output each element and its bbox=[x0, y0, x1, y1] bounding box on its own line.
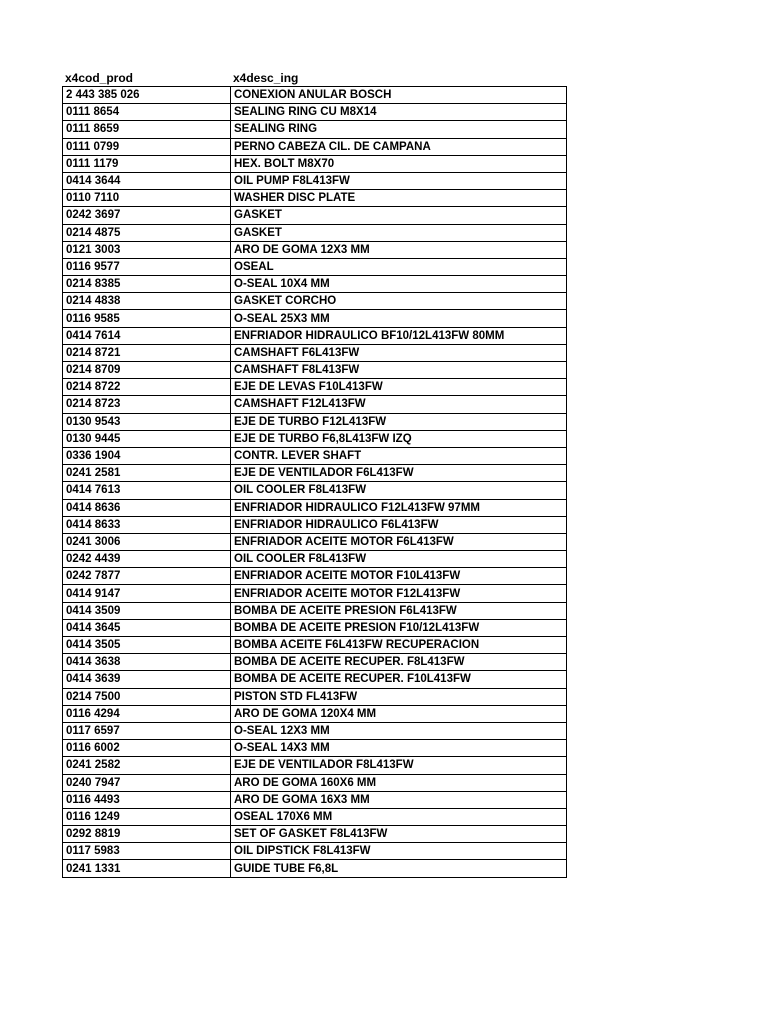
cell-product-code[interactable]: 2 443 385 026 bbox=[63, 87, 231, 104]
cell-description[interactable]: ENFRIADOR ACEITE MOTOR F6L413FW bbox=[231, 533, 567, 550]
cell-product-code[interactable]: 0414 9147 bbox=[63, 585, 231, 602]
table-row bbox=[63, 396, 567, 413]
table-row bbox=[63, 568, 567, 585]
table-body bbox=[63, 87, 567, 878]
cell-product-code[interactable]: 0292 8819 bbox=[63, 826, 231, 843]
table-row bbox=[63, 585, 567, 602]
cell-product-code[interactable]: 0241 2582 bbox=[63, 757, 231, 774]
cell-product-code[interactable]: 0242 4439 bbox=[63, 551, 231, 568]
table-row bbox=[63, 379, 567, 396]
cell-product-code[interactable]: 0116 6002 bbox=[63, 740, 231, 757]
table-row bbox=[63, 327, 567, 344]
cell-product-code[interactable]: 0214 8709 bbox=[63, 362, 231, 379]
cell-description[interactable]: O-SEAL 12X3 MM bbox=[231, 722, 567, 739]
table-row bbox=[63, 757, 567, 774]
cell-product-code[interactable]: 0117 5983 bbox=[63, 843, 231, 860]
cell-product-code[interactable]: 0117 6597 bbox=[63, 722, 231, 739]
cell-product-code[interactable]: 0414 3639 bbox=[63, 671, 231, 688]
table-row bbox=[63, 465, 567, 482]
cell-description[interactable]: EJE DE VENTILADOR F8L413FW bbox=[231, 757, 567, 774]
cell-description[interactable]: CAMSHAFT F12L413FW bbox=[231, 396, 567, 413]
cell-description[interactable]: BOMBA DE ACEITE RECUPER. F10L413FW bbox=[231, 671, 567, 688]
table-row bbox=[63, 551, 567, 568]
table-row bbox=[63, 826, 567, 843]
table-row bbox=[63, 791, 567, 808]
cell-description[interactable]: WASHER DISC PLATE bbox=[231, 190, 567, 207]
table-row bbox=[63, 722, 567, 739]
table-row bbox=[63, 482, 567, 499]
cell-description[interactable]: OIL COOLER F8L413FW bbox=[231, 551, 567, 568]
cell-description[interactable]: CAMSHAFT F6L413FW bbox=[231, 344, 567, 361]
cell-product-code[interactable]: 0414 3644 bbox=[63, 172, 231, 189]
cell-description[interactable]: ARO DE GOMA 120X4 MM bbox=[231, 705, 567, 722]
cell-description[interactable]: O-SEAL 25X3 MM bbox=[231, 310, 567, 327]
cell-product-code[interactable]: 0241 3006 bbox=[63, 533, 231, 550]
cell-description[interactable]: OIL COOLER F8L413FW bbox=[231, 482, 567, 499]
cell-description[interactable]: O-SEAL 14X3 MM bbox=[231, 740, 567, 757]
cell-product-code[interactable]: 0116 4493 bbox=[63, 791, 231, 808]
cell-product-code[interactable]: 0111 0799 bbox=[63, 138, 231, 155]
cell-product-code[interactable]: 0214 8722 bbox=[63, 379, 231, 396]
table-row bbox=[63, 860, 567, 877]
cell-product-code[interactable]: 0242 7877 bbox=[63, 568, 231, 585]
cell-description[interactable]: CAMSHAFT F8L413FW bbox=[231, 362, 567, 379]
table-row bbox=[63, 516, 567, 533]
cell-description[interactable]: GASKET bbox=[231, 224, 567, 241]
table-row bbox=[63, 688, 567, 705]
table-row bbox=[63, 172, 567, 189]
cell-description[interactable]: SEALING RING CU M8X14 bbox=[231, 104, 567, 121]
cell-description[interactable]: ARO DE GOMA 160X6 MM bbox=[231, 774, 567, 791]
cell-description[interactable]: CONEXION ANULAR BOSCH bbox=[231, 87, 567, 104]
cell-product-code[interactable]: 0414 3638 bbox=[63, 654, 231, 671]
table-row bbox=[63, 241, 567, 258]
cell-product-code[interactable]: 0414 8633 bbox=[63, 516, 231, 533]
cell-product-code[interactable]: 0111 8659 bbox=[63, 121, 231, 138]
cell-product-code[interactable]: 0336 1904 bbox=[63, 447, 231, 464]
cell-product-code[interactable]: 0414 7614 bbox=[63, 327, 231, 344]
cell-description[interactable]: OSEAL bbox=[231, 258, 567, 275]
cell-description[interactable]: OSEAL 170X6 MM bbox=[231, 808, 567, 825]
table-row bbox=[63, 619, 567, 636]
cell-description[interactable]: BOMBA DE ACEITE PRESION F10/12L413FW bbox=[231, 619, 567, 636]
cell-description[interactable]: BOMBA ACEITE F6L413FW RECUPERACION bbox=[231, 637, 567, 654]
table-row bbox=[63, 344, 567, 361]
table-row bbox=[63, 740, 567, 757]
cell-description[interactable]: BOMBA DE ACEITE RECUPER. F8L413FW bbox=[231, 654, 567, 671]
cell-description[interactable]: PISTON STD FL413FW bbox=[231, 688, 567, 705]
table-row bbox=[63, 843, 567, 860]
cell-product-code[interactable]: 0414 7613 bbox=[63, 482, 231, 499]
cell-product-code[interactable]: 0130 9543 bbox=[63, 413, 231, 430]
table-row bbox=[63, 602, 567, 619]
cell-description[interactable]: GASKET CORCHO bbox=[231, 293, 567, 310]
cell-description[interactable]: GUIDE TUBE F6,8L bbox=[231, 860, 567, 877]
cell-product-code[interactable]: 0110 7110 bbox=[63, 190, 231, 207]
cell-product-code[interactable]: 0414 3645 bbox=[63, 619, 231, 636]
cell-product-code[interactable]: 0414 3509 bbox=[63, 602, 231, 619]
table-row bbox=[63, 447, 567, 464]
cell-product-code[interactable]: 0240 7947 bbox=[63, 774, 231, 791]
cell-product-code[interactable]: 0111 1179 bbox=[63, 155, 231, 172]
cell-description[interactable]: EJE DE LEVAS F10L413FW bbox=[231, 379, 567, 396]
parts-table bbox=[62, 86, 567, 878]
table-row bbox=[63, 774, 567, 791]
cell-description[interactable]: EJE DE TURBO F6,8L413FW IZQ bbox=[231, 430, 567, 447]
cell-product-code[interactable]: 0214 4838 bbox=[63, 293, 231, 310]
cell-product-code[interactable]: 0242 3697 bbox=[63, 207, 231, 224]
cell-product-code[interactable]: 0111 8654 bbox=[63, 104, 231, 121]
table-row bbox=[63, 87, 567, 104]
table-row bbox=[63, 705, 567, 722]
table-row bbox=[63, 138, 567, 155]
table-row bbox=[63, 413, 567, 430]
cell-description[interactable]: BOMBA DE ACEITE PRESION F6L413FW bbox=[231, 602, 567, 619]
spreadsheet bbox=[62, 68, 566, 878]
cell-description[interactable]: ENFRIADOR ACEITE MOTOR F10L413FW bbox=[231, 568, 567, 585]
cell-description[interactable]: EJE DE VENTILADOR F6L413FW bbox=[231, 465, 567, 482]
cell-product-code[interactable]: 0116 9577 bbox=[63, 258, 231, 275]
table-row bbox=[63, 430, 567, 447]
table-row bbox=[63, 671, 567, 688]
cell-product-code[interactable]: 0414 3505 bbox=[63, 637, 231, 654]
cell-product-code[interactable]: 0116 4294 bbox=[63, 705, 231, 722]
table-row bbox=[63, 808, 567, 825]
table-row bbox=[63, 533, 567, 550]
table-row bbox=[63, 310, 567, 327]
cell-product-code[interactable]: 0241 1331 bbox=[63, 860, 231, 877]
table-row bbox=[63, 258, 567, 275]
table-row bbox=[63, 637, 567, 654]
cell-product-code[interactable]: 0414 8636 bbox=[63, 499, 231, 516]
table-row bbox=[63, 224, 567, 241]
cell-description[interactable]: HEX. BOLT M8X70 bbox=[231, 155, 567, 172]
cell-description[interactable]: ENFRIADOR ACEITE MOTOR F12L413FW bbox=[231, 585, 567, 602]
cell-description[interactable]: CONTR. LEVER SHAFT bbox=[231, 447, 567, 464]
cell-product-code[interactable]: 0116 9585 bbox=[63, 310, 231, 327]
table-row bbox=[63, 121, 567, 138]
cell-description[interactable]: ENFRIADOR HIDRAULICO BF10/12L413FW 80MM bbox=[231, 327, 567, 344]
cell-product-code[interactable]: 0214 4875 bbox=[63, 224, 231, 241]
table-row bbox=[63, 104, 567, 121]
cell-description[interactable]: ENFRIADOR HIDRAULICO F6L413FW bbox=[231, 516, 567, 533]
table-row bbox=[63, 276, 567, 293]
table-row bbox=[63, 207, 567, 224]
table-row bbox=[63, 654, 567, 671]
cell-product-code[interactable]: 0130 9445 bbox=[63, 430, 231, 447]
cell-product-code[interactable]: 0214 8385 bbox=[63, 276, 231, 293]
cell-description[interactable]: SET OF GASKET F8L413FW bbox=[231, 826, 567, 843]
cell-description[interactable]: OIL DIPSTICK F8L413FW bbox=[231, 843, 567, 860]
cell-product-code[interactable]: 0241 2581 bbox=[63, 465, 231, 482]
cell-description[interactable]: SEALING RING bbox=[231, 121, 567, 138]
cell-description[interactable]: PERNO CABEZA CIL. DE CAMPANA bbox=[231, 138, 567, 155]
column-header-code: x4cod_prod bbox=[65, 71, 134, 85]
table-row bbox=[63, 190, 567, 207]
cell-product-code[interactable]: 0116 1249 bbox=[63, 808, 231, 825]
cell-description[interactable]: OIL PUMP F8L413FW bbox=[231, 172, 567, 189]
cell-description[interactable]: ENFRIADOR HIDRAULICO F12L413FW 97MM bbox=[231, 499, 567, 516]
cell-description[interactable]: ARO DE GOMA 12X3 MM bbox=[231, 241, 567, 258]
table-row bbox=[63, 293, 567, 310]
cell-product-code[interactable]: 0214 7500 bbox=[63, 688, 231, 705]
cell-description[interactable]: ARO DE GOMA 16X3 MM bbox=[231, 791, 567, 808]
cell-product-code[interactable]: 0214 8721 bbox=[63, 344, 231, 361]
table-row bbox=[63, 499, 567, 516]
table-row bbox=[63, 362, 567, 379]
column-header-description: x4desc_ing bbox=[233, 71, 299, 85]
header-row bbox=[62, 68, 566, 86]
cell-description[interactable]: GASKET bbox=[231, 207, 567, 224]
table-row bbox=[63, 155, 567, 172]
cell-product-code[interactable]: 0121 3003 bbox=[63, 241, 231, 258]
cell-product-code[interactable]: 0214 8723 bbox=[63, 396, 231, 413]
cell-description[interactable]: EJE DE TURBO F12L413FW bbox=[231, 413, 567, 430]
cell-description[interactable]: O-SEAL 10X4 MM bbox=[231, 276, 567, 293]
